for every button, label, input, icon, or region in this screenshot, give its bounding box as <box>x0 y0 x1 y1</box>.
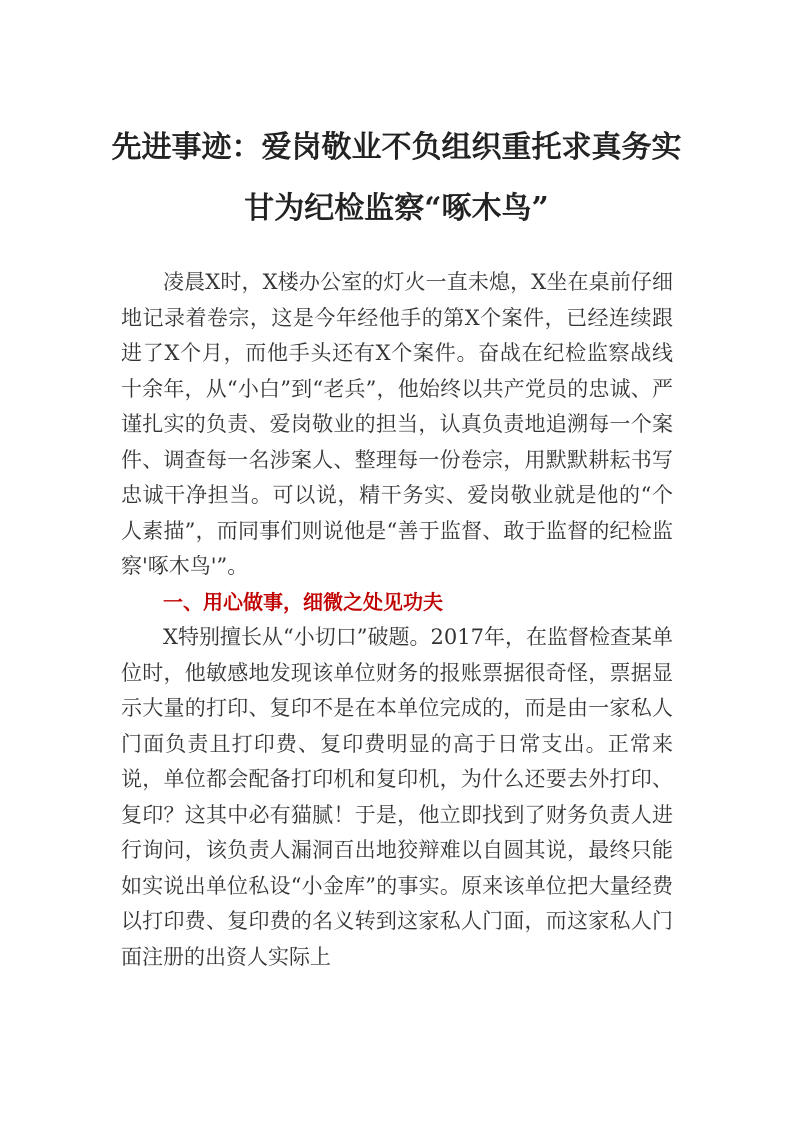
document-title-line-1: 先进事迹：爱岗敬业不负组织重托求真务实 <box>111 130 682 165</box>
body-paragraph-2: X特别擅长从“小切口”破题。2017年，在监督检查某单位时，他敏感地发现该单位财务的报账票据很奇怪，票据显示大量的打印、复印不是在本单位完成的，而是由一家私人门面负责且打印费、复印费明显的高于日常支出。正常来说，单位都会配备打印机和复印机，为什么还要去外打印、复印？这其中必有猫腻！于是，他立即找到了财务负责人进行询问，该负责人漏洞百出地狡辩难以自圆其说，最终只能如实说出单位私设“小金库”的事实。原来该单位把大量经费以打印费、复印费的名义转到这家私人门面，而这家私人门面注册的出资人实际上 <box>121 625 673 969</box>
body-paragraph-1: 凌晨X时，X楼办公室的灯火一直未熄，X坐在桌前仔细地记录着卷宗，这是今年经他手的第X个案件，已经连续跟进了X个月，而他手头还有X个案件。奋战在纪检监察战线十余年，从“小白”到“老兵”，他始终以共产党员的忠诚、严谨扎实的负责、爱岗敬业的担当，认真负责地追溯每一个案件、调查每一名涉案人、整理每一份卷宗，用默默耕耘书写忠诚干净担当。可以说，精干务实、爱岗敬业就是他的“个人素描”，而同事们则说他是“善于监督、敢于监督的纪检监察'啄木鸟'”。 <box>121 270 673 578</box>
document-body <box>121 265 673 975</box>
section-heading-1: 一、用心做事，细微之处见功夫 <box>163 589 443 614</box>
document-title-line-2: 甘为纪检监察“啄木鸟” <box>244 191 549 226</box>
